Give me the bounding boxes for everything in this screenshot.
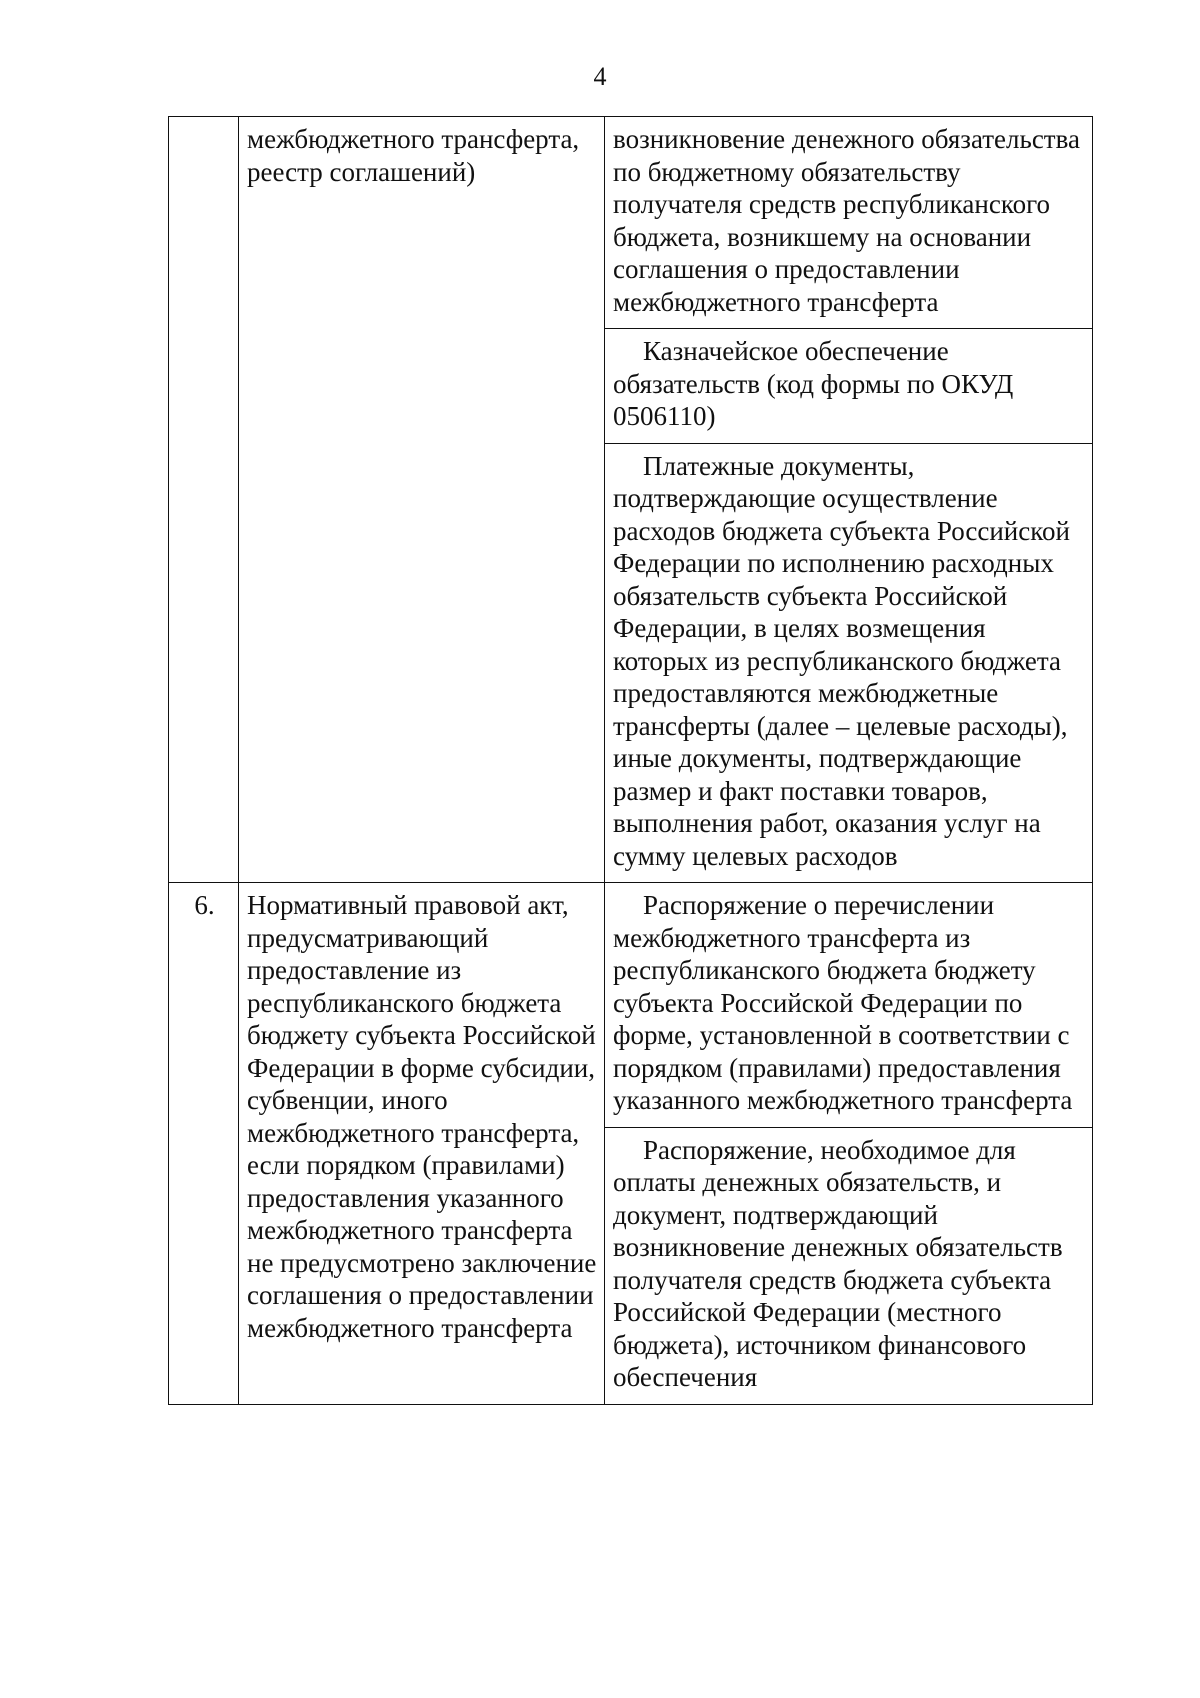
document-text: Распоряжение, необходимое для оплаты денежных обязательств, и документ, подтверждающий возникновение денежных обязательств получателя средств бюджета субъекта Российской Федерации (местного бюджета), источником финансового обеспечения	[613, 1134, 1063, 1392]
documents-table	[168, 116, 1093, 1405]
row-number-cell	[169, 117, 239, 883]
document-cell: возникновение денежного обязательства по бюджетному обязательству получателя средств республиканского бюджета, возникшему на основании соглашения о предоставлении межбюджетного трансферта	[605, 117, 1093, 329]
document-cell	[605, 1127, 1093, 1404]
page-number: 4	[593, 62, 607, 91]
document-text: Платежные документы, подтверждающие осуществление расходов бюджета субъекта Российской Федерации по исполнению расходных обязательств субъекта Российской Федерации, в целях возмещения которых из республиканского бюджета предоставляются межбюджетные трансферты (далее – целевые расходы), иные документы, подтверждающие размер и факт поставки товаров, выполнения работ, оказания услуг на сумму целевых расходов	[613, 450, 1070, 871]
document-text: Распоряжение о перечислении межбюджетного трансферта из республиканского бюджета бюджету субъекта Российской Федерации по форме, установленной в соответствии с порядком (правилами) предоставления указанного межбюджетного трансферта	[613, 890, 1073, 1115]
basis-cell: межбюджетного трансферта, реестр соглашений)	[239, 117, 605, 883]
row-number-cell: 6.	[169, 883, 239, 1405]
table-row	[169, 117, 1093, 329]
document-cell	[605, 329, 1093, 444]
document-cell	[605, 443, 1093, 883]
basis-cell: Нормативный правовой акт, предусматривающий предоставление из республиканского бюджета бюджету субъекта Российской Федерации в форме субсидии, субвенции, иного межбюджетного трансферта, если порядком (правилами) предоставления указанного межбюджетного трансферта не предусмотрено заключение соглашения о предоставлении межбюджетного трансферта	[239, 883, 605, 1405]
document-cell	[605, 883, 1093, 1128]
table-row	[169, 883, 1093, 1128]
document-text: Казначейское обеспечение обязательств (код формы по ОКУД 0506110)	[613, 336, 1014, 431]
